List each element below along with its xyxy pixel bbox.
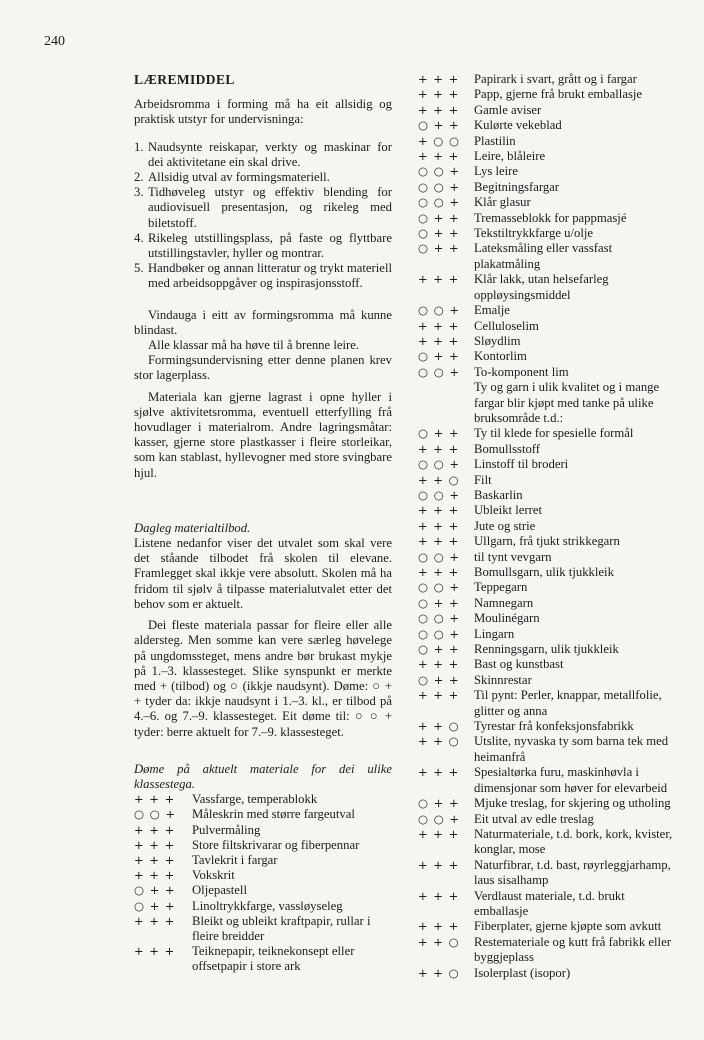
paragraph-marks-explanation: Dei fleste materiala passar for fleire eller alle aldersteg. Men somme kan vere særleg høvelege på ungdomssteget, mens andre bør brukast mykje på 1.–3. klassesteget. Slike synspunkt er merkte med + (tilbod) og ○ (ikkje naudsynt). Døme: ○ + + tyder da: ikkje naudsynt i 1.–3. kl., er tilbod på 4.–6. og 7.–9. klassesteget. Eit døme til: ○ ○ + tyder: berre aktuelt for 7.–9. klassesteget. bbox=[134, 618, 392, 739]
material-row bbox=[418, 272, 674, 303]
material-name: Gamle aviser bbox=[474, 102, 542, 117]
grade-marks: + + + bbox=[418, 318, 460, 333]
material-name: Teiknepapir, teiknekonsept eller offsetpapir i store ark bbox=[192, 944, 355, 974]
material-row bbox=[134, 868, 392, 883]
material-row bbox=[418, 164, 674, 179]
paragraph-storage: Formingsundervisning etter denne planen krev stor lagerplass. bbox=[134, 353, 392, 383]
material-name: Lys leire bbox=[474, 164, 519, 179]
grade-marks: ○ ○ + bbox=[418, 179, 461, 194]
grade-marks: + + + bbox=[134, 944, 176, 959]
paragraph-storage-methods: Materiala kan gjerne lagrast i opne hyller i sjølve aktivitetsromma, eventuell etterfylling frå hovudlager i materialrom. Andre lagringsmåtar: kasser, gjerne store plastkasser i fleire storleikar, som kan stablast, hyllevogner med store svingbare hjul. bbox=[134, 389, 392, 480]
grade-marks: + + + bbox=[418, 857, 460, 872]
material-row bbox=[418, 519, 674, 534]
grade-marks: ○ + + bbox=[418, 426, 460, 441]
material-name: Tavlekrit i fargar bbox=[192, 852, 278, 867]
material-name: Tekstiltrykkfarge u/olje bbox=[474, 226, 594, 241]
material-row bbox=[418, 688, 674, 719]
material-name: Plastilin bbox=[474, 133, 516, 148]
material-row bbox=[418, 180, 674, 195]
grade-marks: ○ ○ + bbox=[418, 811, 461, 826]
material-row bbox=[418, 457, 674, 472]
material-row bbox=[418, 319, 674, 334]
material-name: Spesialtørka furu, maskinhøvla i dimensjonar som høver for elevarbeid bbox=[474, 765, 668, 795]
material-name: Pulvermåling bbox=[192, 822, 261, 837]
material-row bbox=[418, 565, 674, 580]
material-name: Klår lakk, utan helsefarleg oppløysingsmiddel bbox=[474, 272, 609, 302]
material-row bbox=[418, 195, 674, 210]
material-row bbox=[418, 765, 674, 796]
material-list-right bbox=[418, 72, 674, 981]
right-column bbox=[418, 72, 674, 981]
material-row bbox=[418, 118, 674, 133]
material-name: Namnegarn bbox=[474, 595, 534, 610]
material-name: Lingarn bbox=[474, 626, 515, 641]
material-row bbox=[418, 349, 674, 364]
material-row bbox=[134, 914, 392, 944]
grade-marks: ○ + + bbox=[418, 241, 460, 256]
grade-marks: ○ + + bbox=[418, 672, 460, 687]
material-name: Kontorlim bbox=[474, 349, 527, 364]
grade-marks: ○ + + bbox=[418, 642, 460, 657]
grade-marks: ○ + + bbox=[418, 595, 460, 610]
grade-marks: + + + bbox=[418, 503, 460, 518]
material-row bbox=[418, 103, 674, 118]
material-name: Skinnrestar bbox=[474, 672, 532, 687]
grade-marks: + + + bbox=[418, 688, 460, 703]
material-name: Leire, blåleire bbox=[474, 149, 546, 164]
material-name: Tremasseblokk for pappmasjé bbox=[474, 210, 627, 225]
grade-marks: + + + bbox=[134, 837, 176, 852]
grade-marks: + + + bbox=[418, 272, 460, 287]
material-name: Fiberplater, gjerne kjøpte som avkutt bbox=[474, 919, 662, 934]
grade-marks: ○ ○ + bbox=[418, 457, 461, 472]
list-item-text: Tidhøveleg utstyr og effektiv blending for audiovisuell presentasjon, og rikeleg med biletstoff. bbox=[148, 185, 392, 230]
list-item-number: 2. bbox=[134, 170, 144, 185]
grade-marks: + + + bbox=[418, 888, 460, 903]
material-row bbox=[418, 365, 674, 380]
material-row bbox=[418, 827, 674, 858]
material-name: Bast og kunstbast bbox=[474, 657, 564, 672]
material-row bbox=[418, 596, 674, 611]
left-column bbox=[134, 72, 392, 975]
material-row bbox=[418, 380, 674, 426]
list-item-text: Allsidig utval av formingsmateriell. bbox=[148, 170, 330, 185]
material-name: Isolerplast (isopor) bbox=[474, 965, 571, 980]
material-row bbox=[418, 673, 674, 688]
material-row bbox=[418, 966, 674, 981]
grade-marks: + + + bbox=[418, 102, 460, 117]
material-name: Bomullsgarn, ulik tjukkleik bbox=[474, 565, 614, 579]
grade-marks: + + + bbox=[134, 822, 176, 837]
grade-marks: ○ + + bbox=[418, 226, 460, 241]
list-item bbox=[134, 231, 392, 261]
material-name: Papp, gjerne frå brukt emballasje bbox=[474, 87, 643, 102]
material-name: Vassfarge, temperablokk bbox=[192, 792, 318, 807]
material-row bbox=[418, 87, 674, 102]
grade-marks: + + + bbox=[418, 657, 460, 672]
grade-marks: ○ ○ + bbox=[418, 549, 461, 564]
paragraph-clay: Alle klassar må ha høve til å brenne leire. bbox=[148, 338, 360, 353]
grade-marks: ○ ○ + bbox=[418, 487, 461, 502]
grade-marks: ○ ○ + bbox=[134, 807, 177, 822]
material-row bbox=[134, 899, 392, 914]
material-row bbox=[418, 488, 674, 503]
material-row bbox=[418, 426, 674, 441]
material-name: Til pynt: Perler, knappar, metallfolie, glitter og anna bbox=[474, 688, 662, 718]
material-name: Ty og garn i ulik kvalitet og i mange fargar blir kjøpt med tanke på ulike bruksområde t.d.: bbox=[474, 380, 660, 425]
intro-paragraph: Arbeidsromma i forming må ha eit allsidig og praktisk utstyr for undervisninga: bbox=[134, 97, 392, 127]
grade-marks: + + ○ bbox=[418, 734, 460, 749]
material-name: Vokskrit bbox=[192, 868, 235, 883]
grade-marks: ○ + + bbox=[134, 898, 176, 913]
material-row bbox=[418, 611, 674, 626]
grade-marks: + + + bbox=[418, 919, 460, 934]
material-row bbox=[418, 134, 674, 149]
material-name: Naturmateriale, t.d. bork, kork, kvister, konglar, mose bbox=[474, 826, 673, 857]
material-name: Celluloselim bbox=[474, 318, 539, 333]
material-row bbox=[418, 935, 674, 966]
material-name: Emalje bbox=[474, 303, 510, 318]
material-row bbox=[418, 226, 674, 241]
material-name: Ubleikt lerret bbox=[474, 503, 542, 518]
material-name: Klår glasur bbox=[474, 195, 531, 210]
grade-marks: ○ ○ + bbox=[418, 580, 461, 595]
material-row bbox=[418, 334, 674, 349]
subheading-daily-materials: Dagleg materialtilbod. bbox=[134, 520, 251, 535]
material-row bbox=[134, 853, 392, 868]
list-item-number: 1. bbox=[134, 139, 144, 154]
material-name: Filt bbox=[474, 472, 492, 487]
grade-marks: + + + bbox=[418, 518, 460, 533]
list-item bbox=[134, 185, 392, 231]
grade-marks: ○ ○ + bbox=[418, 195, 461, 210]
grade-marks: ○ + + bbox=[418, 118, 460, 133]
material-row bbox=[418, 734, 674, 765]
material-row bbox=[418, 503, 674, 518]
subheading-examples: Døme på aktuelt materiale for dei ulike klassestega. bbox=[134, 761, 392, 791]
list-item bbox=[134, 170, 392, 185]
material-name: Kulørte vekeblad bbox=[474, 118, 562, 133]
material-row bbox=[418, 72, 674, 87]
grade-marks: ○ ○ + bbox=[418, 611, 461, 626]
list-item-number: 5. bbox=[134, 261, 144, 276]
material-row bbox=[418, 550, 674, 565]
material-name: Begitningsfargar bbox=[474, 179, 560, 194]
material-row bbox=[418, 211, 674, 226]
material-name: Ty til klede for spesielle formål bbox=[474, 426, 634, 441]
material-name: Teppegarn bbox=[474, 580, 528, 595]
material-name: Bomullsstoff bbox=[474, 441, 541, 456]
material-name: Måleskrin med større fargeutval bbox=[192, 807, 355, 822]
list-item bbox=[134, 140, 392, 170]
grade-marks: + + + bbox=[134, 868, 176, 883]
grade-marks: ○ ○ + bbox=[418, 364, 461, 379]
material-list-left bbox=[134, 792, 392, 974]
material-row bbox=[418, 241, 674, 272]
material-row bbox=[418, 627, 674, 642]
material-name: Papirark i svart, grått og i fargar bbox=[474, 72, 637, 86]
list-item-number: 4. bbox=[134, 230, 144, 245]
grade-marks: + + + bbox=[134, 852, 176, 867]
grade-marks: ○ + + bbox=[134, 883, 176, 898]
material-row bbox=[418, 580, 674, 595]
grade-marks: + + + bbox=[418, 826, 460, 841]
grade-marks: + ○ ○ bbox=[418, 133, 461, 148]
material-row bbox=[134, 823, 392, 838]
material-row bbox=[418, 442, 674, 457]
grade-marks: + + + bbox=[418, 534, 460, 549]
grade-marks: + + + bbox=[418, 565, 460, 579]
material-name: Ullgarn, frå tjukt strikkegarn bbox=[474, 534, 620, 549]
material-row bbox=[418, 303, 674, 318]
material-name: Sløydlim bbox=[474, 333, 521, 348]
material-row bbox=[418, 889, 674, 920]
grade-marks: + + + bbox=[418, 333, 460, 348]
grade-marks: + + + bbox=[418, 765, 460, 780]
material-row bbox=[418, 796, 674, 811]
list-item-number: 3. bbox=[134, 185, 144, 200]
material-name: Naturfibrar, t.d. bast, røyrleggjarhamp, laus sisalhamp bbox=[474, 857, 671, 888]
material-name: To-komponent lim bbox=[474, 364, 569, 379]
grade-marks: + + + bbox=[134, 792, 176, 807]
grade-marks: ○ ○ + bbox=[418, 164, 461, 179]
material-name: Jute og strie bbox=[474, 518, 536, 533]
material-name: Linoltrykkfarge, vassløyseleg bbox=[192, 898, 343, 913]
material-row bbox=[418, 812, 674, 827]
material-name: Store filtskrivarar og fiberpennar bbox=[192, 837, 360, 852]
page-number: 240 bbox=[44, 34, 65, 49]
material-name: til tynt vevgarn bbox=[474, 549, 552, 564]
material-name: Utslite, nyvaska ty som barna tek med heimanfrå bbox=[474, 734, 669, 764]
material-row bbox=[134, 838, 392, 853]
material-row bbox=[418, 534, 674, 549]
grade-marks: + + + bbox=[418, 149, 460, 164]
material-row bbox=[418, 657, 674, 672]
list-item-text: Rikeleg utstillingsplass, på faste og flyttbare utstillingstavler, hyller og montrar. bbox=[148, 230, 392, 261]
grade-marks: ○ ○ + bbox=[418, 626, 461, 641]
material-row bbox=[418, 858, 674, 889]
grade-marks: ○ + + bbox=[418, 349, 460, 364]
grade-marks: + + ○ bbox=[418, 719, 460, 734]
material-name: Linstoff til broderi bbox=[474, 457, 569, 472]
material-row bbox=[418, 642, 674, 657]
material-name: Bleikt og ubleikt kraftpapir, rullar i fleire breidder bbox=[192, 913, 371, 943]
material-row bbox=[418, 473, 674, 488]
grade-marks: + + + bbox=[418, 441, 460, 456]
list-item bbox=[134, 261, 392, 291]
grade-marks: ○ ○ + bbox=[418, 303, 461, 318]
material-name: Mjuke treslag, for skjering og utholing bbox=[474, 796, 671, 811]
material-name: Restemateriale og kutt frå fabrikk eller byggjeplass bbox=[474, 934, 671, 965]
grade-marks: + + ○ bbox=[418, 934, 460, 949]
material-row bbox=[418, 149, 674, 164]
list-item-text: Handbøker og annan litteratur og trykt materiell med arbeidsoppgåver og inspirasjonsstoff. bbox=[148, 261, 392, 291]
material-row bbox=[134, 883, 392, 898]
material-row bbox=[134, 807, 392, 822]
grade-marks: ○ + + bbox=[418, 796, 460, 811]
material-name: Oljepastell bbox=[192, 883, 247, 898]
material-name: Moulinégarn bbox=[474, 611, 540, 626]
grade-marks: ○ + + bbox=[418, 210, 460, 225]
section-heading: LÆREMIDDEL bbox=[134, 72, 235, 87]
grade-marks: + + + bbox=[418, 87, 460, 102]
grade-marks: + + ○ bbox=[418, 965, 460, 980]
grade-marks: + + + bbox=[418, 72, 460, 86]
numbered-list bbox=[134, 140, 392, 292]
list-item-text: Naudsynte reiskapar, verkty og maskinar for dei aktivitetane ein skal drive. bbox=[148, 139, 392, 169]
material-row bbox=[418, 919, 674, 934]
material-row bbox=[134, 944, 392, 974]
material-name: Verdlaust materiale, t.d. brukt emballasje bbox=[474, 888, 625, 918]
material-row bbox=[134, 792, 392, 807]
material-name: Lateksmåling eller vassfast plakatmåling bbox=[474, 241, 613, 271]
material-row bbox=[418, 719, 674, 734]
material-name: Renningsgarn, ulik tjukkleik bbox=[474, 642, 619, 657]
material-name: Baskarlin bbox=[474, 487, 523, 502]
material-name: Eit utval av edle treslag bbox=[474, 811, 594, 826]
paragraph-lists-intro: Listene nedanfor viser det utvalet som skal vere det ståande tilbodet frå skolen til elevane. Framlegget skal ikkje vere absolutt. Skolen må ha fridom til sjølv å tilpasse materialutvalet etter det behov som er aktuelt. bbox=[134, 536, 392, 611]
grade-marks: + + ○ bbox=[418, 472, 460, 487]
grade-marks: + + + bbox=[134, 913, 176, 928]
material-name: Tyrestar frå konfeksjonsfabrikk bbox=[474, 719, 634, 734]
paragraph-windows: Vindauga i eitt av formingsromma må kunne blindast. bbox=[134, 307, 392, 337]
